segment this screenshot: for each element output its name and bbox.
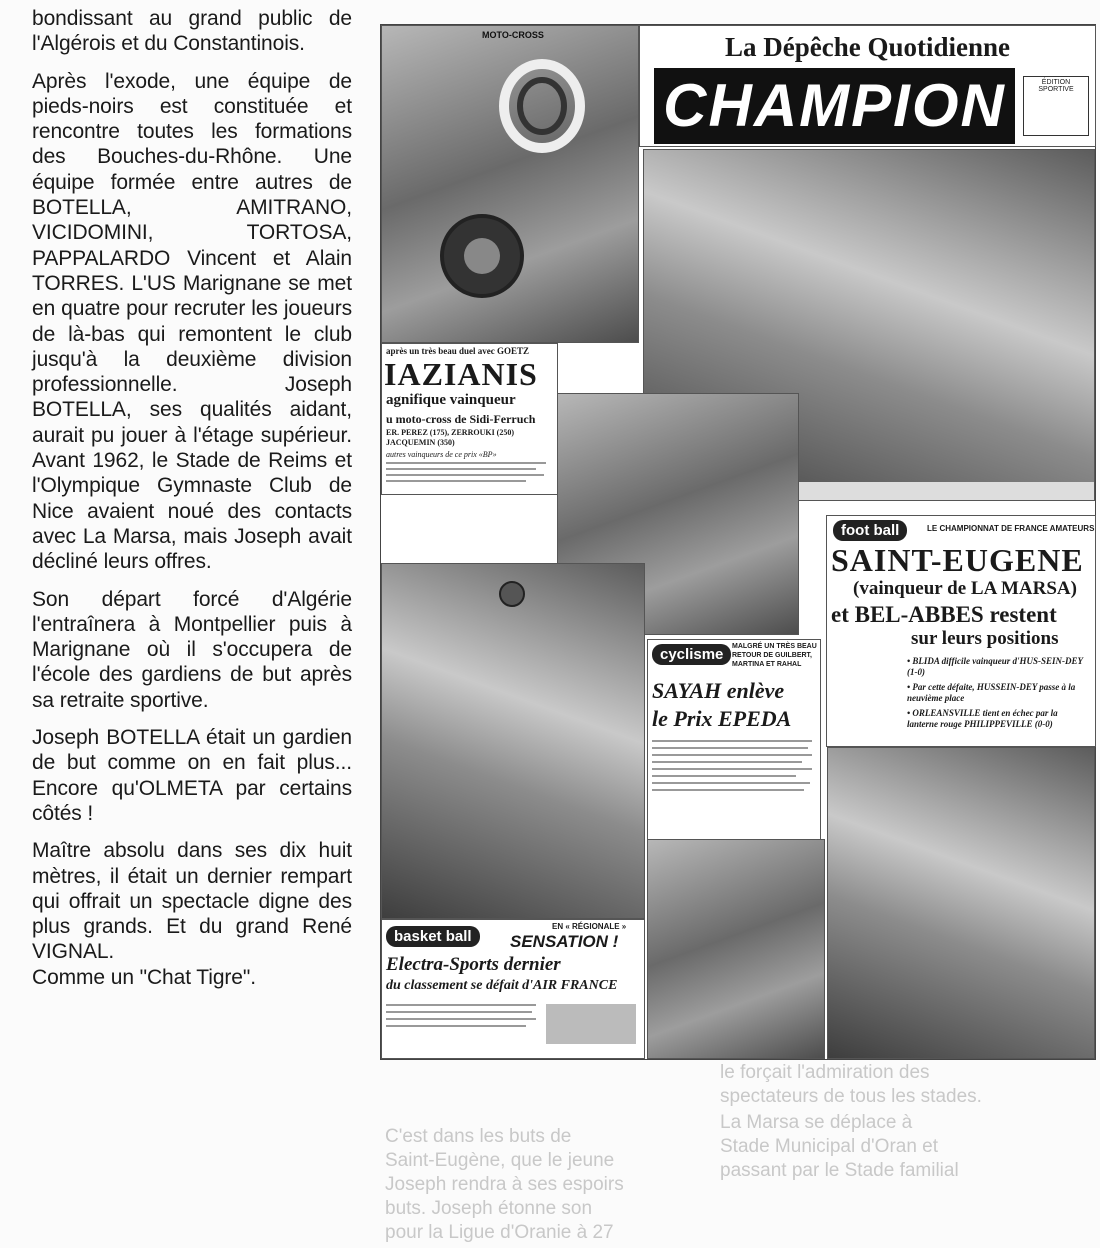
basket-headline-3: du classement se défait d'AIR FRANCE	[386, 978, 618, 993]
basketball-article	[381, 919, 645, 1059]
bleed-text: passant par le Stade familial	[720, 1160, 959, 1181]
article-paragraph: Après l'exode, une équipe de pieds-noirs est constituée et rencontre toutes les formations des Bouches-du-Rhône. Une équipe formée entre autres de BOTELLA, AMITRANO, VICIDOMINI, TORTOSA, PAPPALARDO Vincent et Alain TORRES. L'US Marignane se met en quatre pour recruter les joueurs de là-bas qui remontent le club jusqu'à la deuxième division professionnelle. Joseph BOTELLA, ses qualités aidant, aurait pu jouer à l'étage supérieur. Avant 1962, le Stade de Reims et l'Olympique Gymnaste Club de Nice avaient noué des contacts avec La Marsa, mais Joseph avait décliné leurs offres.	[32, 69, 352, 574]
bleed-text: buts. Joseph étonne son	[385, 1198, 593, 1219]
football-bullet: • BLIDA difficile vainqueur d'HUS-SEIN-DEY (1-0)	[907, 656, 1083, 677]
football-bullet: • ORLEANSVILLE tient en échec par la lanterne rouge PHILIPPEVILLE (0-0)	[907, 708, 1058, 729]
motocross-article	[381, 343, 558, 495]
bleed-text: Joseph rendra à ses espoirs	[385, 1174, 624, 1195]
bleed-text: La Marsa se déplace à	[720, 1112, 913, 1133]
bleed-text: C'est dans les buts de	[385, 1126, 572, 1147]
article-paragraph: bondissant au grand public de l'Algérois et du Constantinois.	[32, 7, 352, 56]
edition-box: ÉDITION SPORTIVE	[1023, 76, 1089, 136]
masthead-champion: CHAMPION	[654, 68, 1015, 144]
football-headline-4: sur leurs positions	[911, 628, 1059, 649]
cycling-article	[647, 639, 821, 841]
motocross-photo	[381, 25, 639, 343]
moto-sub1: agnifique vainqueur	[386, 392, 516, 408]
basket-headline-2: Electra-Sports dernier	[386, 954, 561, 975]
article-column	[32, 6, 352, 1002]
football-headline-2: (vainqueur de LA MARSA)	[853, 578, 1077, 599]
masthead-title: La Dépêche Quotidienne	[724, 32, 1010, 62]
article-paragraph: Son départ forcé d'Algérie l'entraînera à Montpellier puis à Marignane où il s'occupera de l'école des gardiens de but après sa retraite sportive.	[32, 587, 352, 712]
bleed-text: spectateurs de tous les stades.	[720, 1086, 982, 1107]
cycling-headline-1: SAYAH enlève	[652, 678, 785, 703]
moto-sub2: u moto-cross de Sidi-Ferruch	[386, 412, 536, 426]
article-text-lines	[652, 738, 816, 834]
article-text-lines	[386, 460, 552, 490]
football-kicker: LE CHAMPIONNAT DE FRANCE AMATEURS	[927, 524, 1095, 533]
cycling-kicker: MALGRÉ UN TRÈS BEAU RETOUR DE GUILBERT, MARTINA ET RAHAL	[732, 643, 817, 668]
cycling-badge: cyclisme	[652, 644, 731, 665]
football-badge: foot ball	[833, 520, 907, 541]
article-text-lines	[386, 1002, 640, 1052]
football-article	[826, 515, 1096, 747]
masthead	[639, 25, 1096, 147]
article-paragraph: Maître absolu dans ses dix huit mètres, il était un dernier rempart qui offrait un spectacle digne des plus grands. Et du grand René VIGNAL.	[32, 839, 352, 964]
moto-intro: après un très beau duel avec GOETZ	[386, 346, 530, 356]
cycling-headline-2: le Prix EPEDA	[652, 706, 792, 731]
bleed-text: Stade Municipal d'Oran et	[720, 1136, 939, 1157]
bleed-text: Saint-Eugène, que le jeune	[385, 1150, 615, 1171]
football-bullet: • Par cette défaite, HUSSEIN-DEY passe à la neuvième place	[907, 682, 1076, 703]
newspaper-collage	[380, 24, 1096, 1060]
bleed-text: pour la Ligue d'Oranie à 27	[385, 1222, 614, 1243]
moto-sub3: autres vainqueurs de ce prix «BP»	[386, 450, 497, 459]
bleed-text: le forçait l'admiration des	[720, 1062, 930, 1083]
ball-graphic	[492, 574, 532, 614]
basket-badge: basket ball	[386, 926, 480, 947]
team-photo	[827, 747, 1095, 1059]
cycling-photo	[647, 839, 825, 1059]
motocross-label: MOTO-CROSS	[482, 30, 544, 40]
article-paragraph: Joseph BOTELLA était un gardien de but comme on en fait plus... Encore qu'OLMETA par certains côtés !	[32, 726, 352, 825]
football-headline-1: SAINT-EUGENE	[831, 542, 1084, 578]
basket-headline-1: SENSATION !	[510, 932, 619, 951]
article-paragraph: Comme un "Chat Tigre".	[32, 965, 256, 989]
motorbike-wheel-graphic	[422, 56, 602, 306]
basket-kicker: EN « RÉGIONALE »	[552, 922, 627, 931]
moto-headline: IAZIANIS	[384, 356, 538, 392]
basketball-photo	[381, 563, 645, 919]
football-headline-3: et BEL-ABBES restent	[831, 602, 1057, 627]
moto-names: ER. PEREZ (175), ZERROUKI (250) JACQUEMIN (350)	[386, 428, 515, 447]
